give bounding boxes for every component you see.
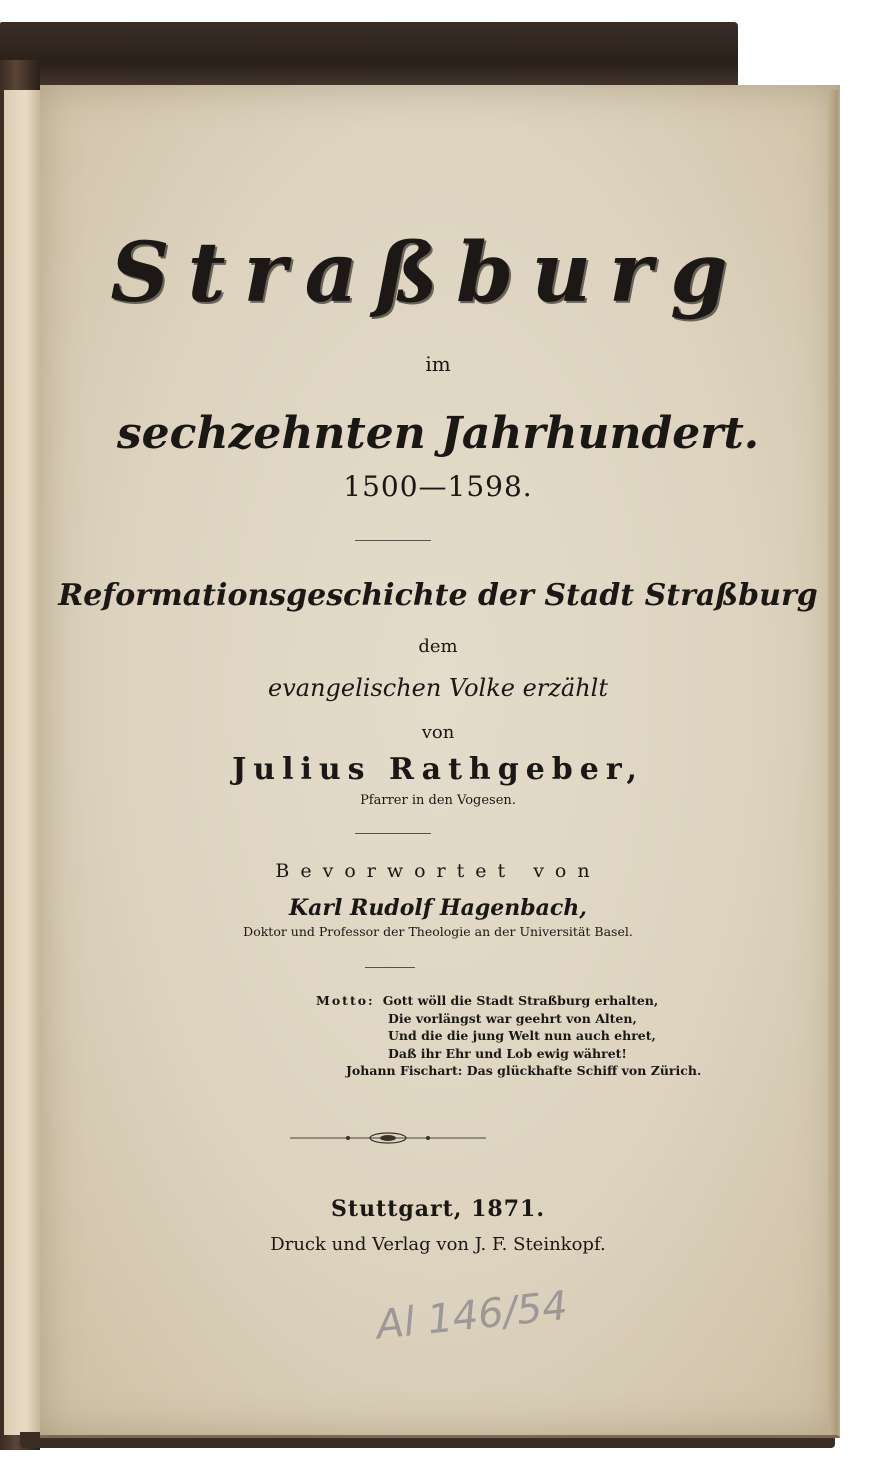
by-label: von — [421, 722, 455, 743]
author-name: Julius Rathgeber, — [232, 752, 644, 787]
motto-line: Motto: Gott wöll die Stadt Straßburg erhalten, — [316, 993, 659, 1008]
ornament-divider — [290, 1128, 486, 1148]
motto-line: Die vorlängst war geehrt von Alten, — [388, 1010, 637, 1026]
motto-line: Und die die jung Welt nun auch ehret, — [388, 1028, 656, 1043]
subtitle: Reformationsgeschichte der Stadt Straßburg — [58, 578, 818, 613]
motto-line: Daß ihr Ehr und Lob ewig währet! — [388, 1045, 627, 1061]
book-title: Straßburg — [110, 225, 746, 321]
divider-rule — [365, 967, 415, 968]
pencil-shelfmark — [370, 1270, 590, 1360]
divider-rule — [355, 833, 431, 834]
title-years: 1500—1598. — [343, 470, 533, 503]
svg-text:Al 146/54: Al 146/54 — [374, 1282, 570, 1349]
title-century: sechzehnten Jahrhundert. — [116, 408, 760, 459]
dedication-line: evangelischen Volke erzählt — [268, 674, 608, 702]
motto-block — [316, 992, 702, 1080]
publication-place-year: Stuttgart, 1871. — [331, 1196, 545, 1222]
publisher-line: Druck und Verlag von J. F. Steinkopf. — [270, 1234, 606, 1255]
preface-author-role: Doktor und Professor der Theologie an der Universität Basel. — [243, 924, 633, 939]
book-cover-top — [0, 22, 738, 92]
preface-label: Bevorwortet von — [275, 860, 601, 882]
title-connector-im: im — [425, 352, 451, 376]
preface-author: Karl Rudolf Hagenbach, — [289, 895, 587, 921]
author-role: Pfarrer in den Vogesen. — [360, 793, 516, 808]
divider-rule — [355, 540, 431, 541]
motto-label: Motto: — [316, 993, 375, 1008]
motto-attribution: Johann Fischart: Das glückhafte Schiff von Zürich. — [346, 1063, 702, 1078]
dedication-dem: dem — [418, 636, 458, 657]
